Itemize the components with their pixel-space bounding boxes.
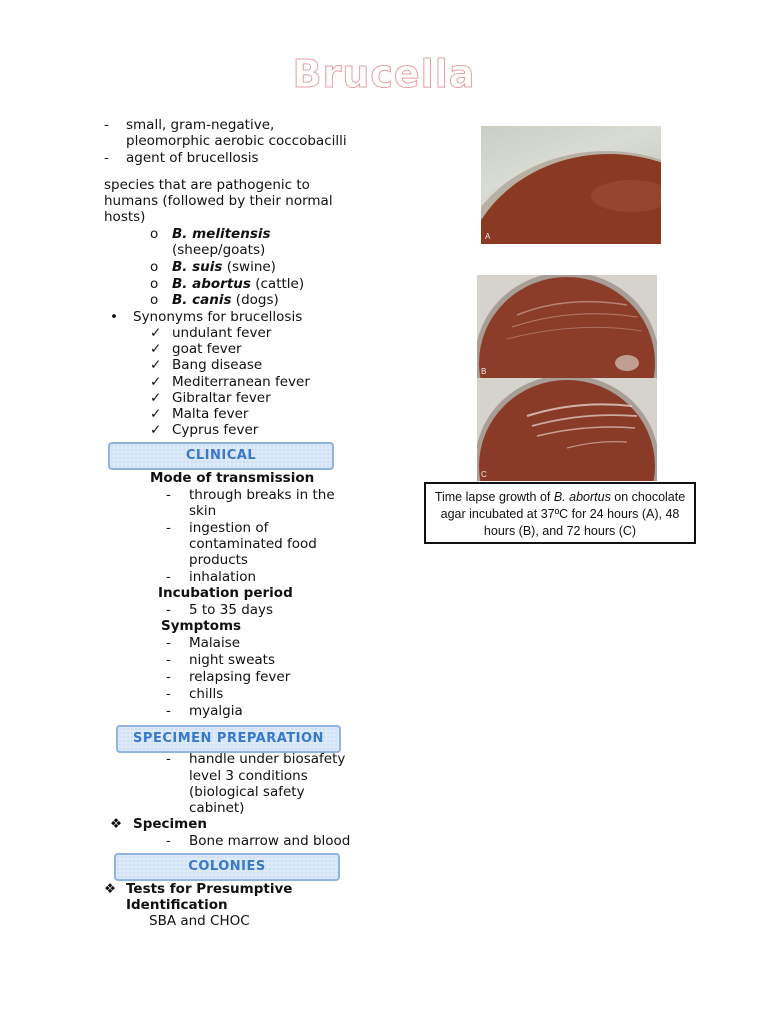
clinical-banner: CLINICAL xyxy=(108,442,334,470)
intro-line: pleomorphic aerobic coccobacilli xyxy=(126,133,347,149)
specimen-value: Bone marrow and blood xyxy=(189,833,351,849)
species-host: (dogs) xyxy=(231,292,279,308)
plate-photo-c xyxy=(477,378,657,481)
dash-marker: - xyxy=(166,520,171,536)
dash-marker: - xyxy=(166,751,171,767)
caption-line-2: agar incubated at 37ºC for 24 hours (A), 48 xyxy=(440,507,680,521)
figure-caption xyxy=(424,482,696,544)
colonies-banner: COLONIES xyxy=(114,853,340,881)
plate-label: C xyxy=(481,470,487,479)
transmission-heading: Mode of transmission xyxy=(150,470,315,486)
incubation-heading: Incubation period xyxy=(158,585,293,601)
dash-marker: - xyxy=(104,150,109,166)
dash-marker: - xyxy=(166,602,171,618)
plate-c-image xyxy=(477,378,657,481)
circle-bullet: o xyxy=(150,226,159,242)
intro-line: agent of brucellosis xyxy=(126,150,259,166)
dash-marker: - xyxy=(166,703,171,719)
synonym-item: Mediterranean fever xyxy=(172,373,310,390)
symptom-item: Malaise xyxy=(189,635,241,651)
species-name: B. canis xyxy=(172,292,232,308)
symptom-item: relapsing fever xyxy=(189,669,291,685)
plate-label: A xyxy=(485,232,491,241)
plate-photo-a xyxy=(481,126,661,244)
incubation-value: 5 to 35 days xyxy=(189,602,274,618)
transmission-item: ingestion of xyxy=(189,520,269,536)
circle-bullet: o xyxy=(150,292,159,308)
transmission-item: contaminated food xyxy=(189,536,317,552)
dash-marker: - xyxy=(166,833,171,849)
dash-marker: - xyxy=(166,635,171,651)
synonym-item: Malta fever xyxy=(172,406,249,422)
transmission-item: skin xyxy=(189,503,217,519)
synonyms-heading: Synonyms for brucellosis xyxy=(133,309,303,325)
prep-line: handle under biosafety xyxy=(189,751,346,767)
page-title: Brucella xyxy=(292,52,476,96)
symptoms-heading: Symptoms xyxy=(161,618,242,634)
transmission-item: products xyxy=(189,552,248,568)
check-bullet: ✓ xyxy=(150,325,162,341)
dash-marker: - xyxy=(166,487,171,503)
specimen-heading: Specimen xyxy=(133,816,208,832)
check-bullet: ✓ xyxy=(150,357,162,374)
species-name: B. melitensis xyxy=(172,226,271,242)
symptom-item: night sweats xyxy=(189,652,275,668)
species-item xyxy=(172,276,304,292)
species-intro: species that are pathogenic to xyxy=(104,177,310,193)
species-host: (sheep/goats) xyxy=(172,242,266,258)
dash-marker: - xyxy=(166,569,171,585)
transmission-item: through breaks in the xyxy=(189,487,335,503)
species-item xyxy=(172,292,279,308)
specimen-prep-banner: SPECIMEN PREPARATION xyxy=(116,725,341,753)
dash-marker: - xyxy=(166,652,171,668)
synonym-item: undulant fever xyxy=(172,325,272,341)
symptom-item: chills xyxy=(189,686,224,702)
caption-line-1: Time lapse growth of B. abortus on chocolate xyxy=(434,490,686,504)
species-host: (cattle) xyxy=(250,276,305,292)
prep-line: (biological safety xyxy=(189,784,305,800)
prep-line: cabinet) xyxy=(189,800,245,816)
prep-line: level 3 conditions xyxy=(189,768,308,784)
diamond-bullet: ❖ xyxy=(110,816,123,832)
synonym-item: Bang disease xyxy=(172,357,263,374)
check-bullet: ✓ xyxy=(150,373,162,390)
check-bullet: ✓ xyxy=(150,406,162,422)
plate-b-image xyxy=(477,275,657,378)
diamond-bullet: ❖ xyxy=(104,881,117,897)
dash-marker: - xyxy=(166,686,171,702)
intro-line: small, gram-negative, xyxy=(126,117,275,133)
species-host: (swine) xyxy=(222,259,276,275)
species-name: B. abortus xyxy=(172,276,251,292)
check-bullet: ✓ xyxy=(150,341,162,358)
synonym-item: Cyprus fever xyxy=(172,422,259,439)
species-intro: hosts) xyxy=(104,209,146,225)
synonym-item: goat fever xyxy=(172,341,242,358)
plate-photo-b xyxy=(477,275,657,378)
circle-bullet: o xyxy=(150,276,159,292)
caption-line-3: hours (B), and 72 hours (C) xyxy=(483,524,637,538)
plate-label: B xyxy=(481,367,487,376)
tests-heading: Tests for Presumptive xyxy=(126,881,293,897)
tests-value: SBA and CHOC xyxy=(149,913,250,929)
species-item xyxy=(172,259,276,275)
synonym-item: Gibraltar fever xyxy=(172,389,271,406)
dash-marker: - xyxy=(166,669,171,685)
symptom-item: myalgia xyxy=(189,703,243,719)
dash-marker: - xyxy=(104,117,109,133)
species-intro: humans (followed by their normal xyxy=(104,193,333,209)
transmission-item: inhalation xyxy=(189,569,257,585)
dot-bullet: • xyxy=(110,309,118,325)
species-name: B. suis xyxy=(172,259,223,275)
circle-bullet: o xyxy=(150,259,159,275)
check-bullet: ✓ xyxy=(150,389,162,406)
plate-a-image xyxy=(481,126,661,244)
check-bullet: ✓ xyxy=(150,422,162,439)
tests-heading: Identification xyxy=(126,897,228,913)
